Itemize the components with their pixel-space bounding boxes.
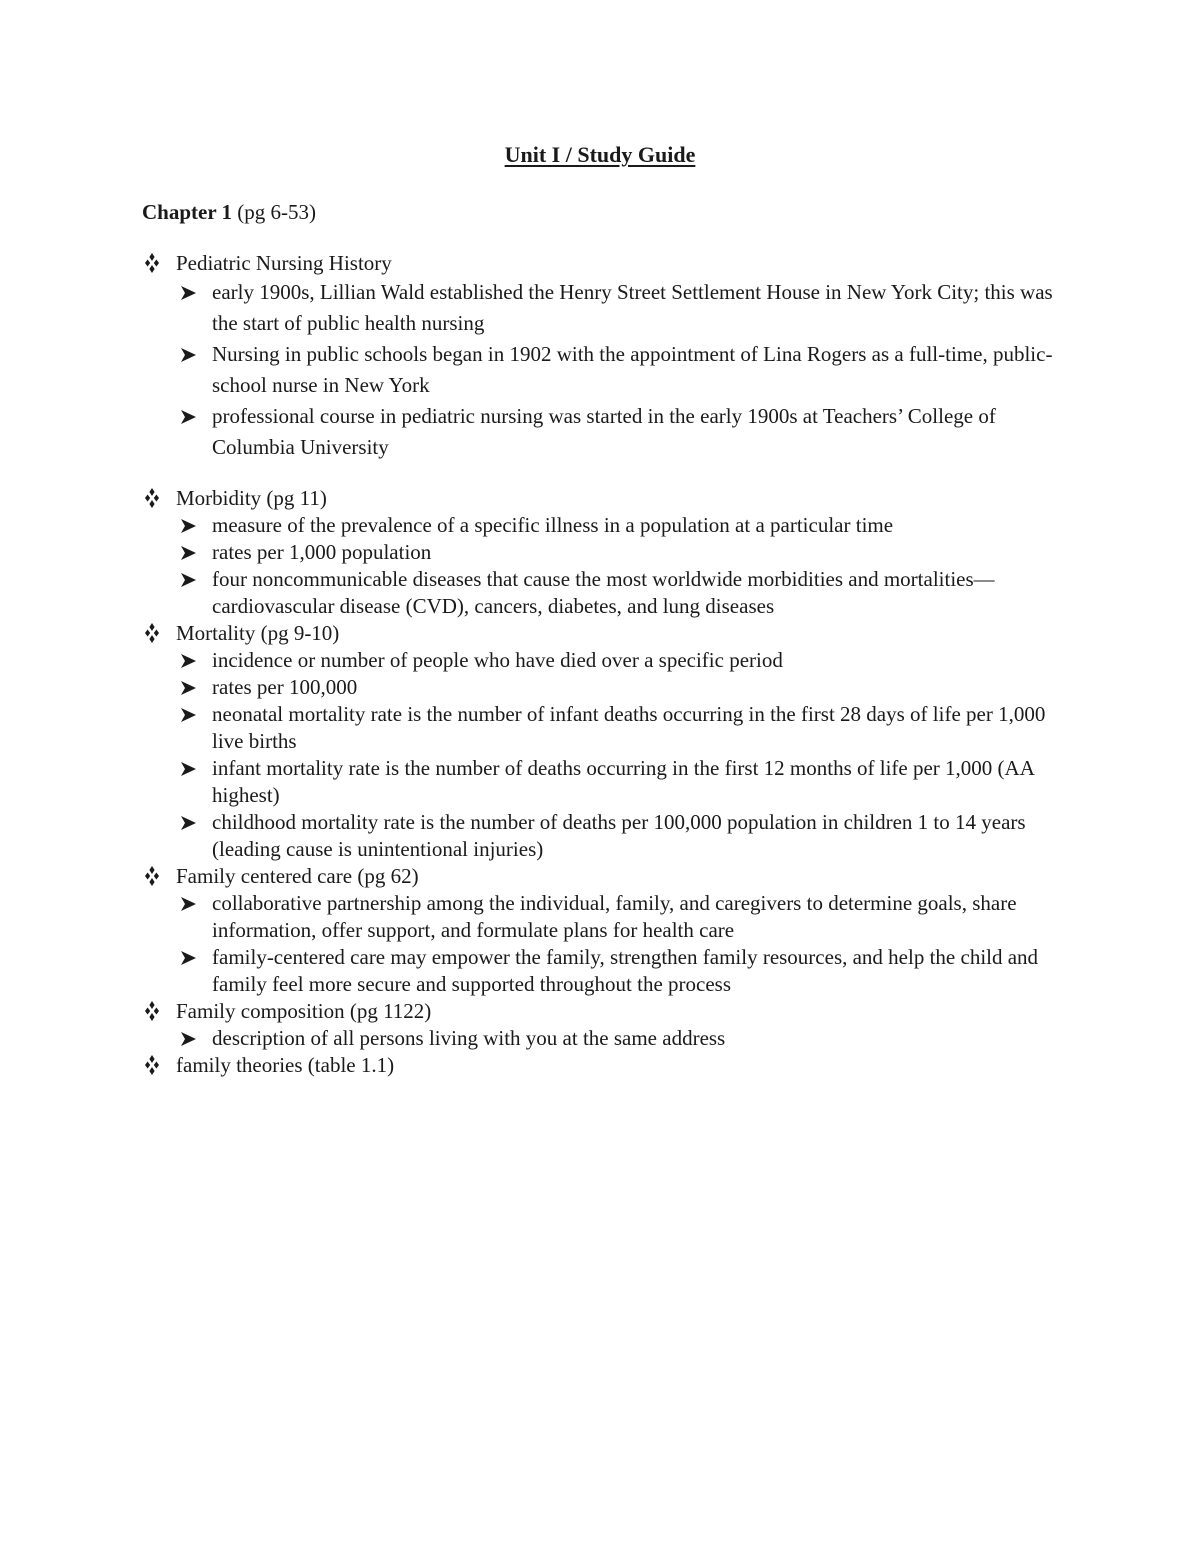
- list-item: [142, 512, 1062, 539]
- topic-item-list: [142, 890, 1062, 998]
- topic-heading: Pediatric Nursing History: [176, 251, 392, 275]
- chapter-heading: [142, 200, 316, 225]
- topic-pediatric-nursing-history: [142, 250, 1062, 463]
- list-item-text: Nursing in public schools began in 1902 with the appointment of Lina Rogers as a full-time, public-school nurse in New York: [212, 342, 1053, 397]
- list-item: [142, 566, 1062, 620]
- four-diamond-icon: [142, 252, 162, 274]
- arrowhead-icon: [180, 654, 197, 668]
- arrowhead-icon: [180, 573, 197, 587]
- list-item: [142, 674, 1062, 701]
- list-item-text: rates per 1,000 population: [212, 540, 432, 564]
- four-diamond-icon: [142, 865, 162, 887]
- list-item: [142, 755, 1062, 809]
- list-item: [142, 890, 1062, 944]
- topic-morbidity: [142, 485, 1062, 620]
- chapter-pages: (pg 6-53): [232, 200, 317, 224]
- list-item: [142, 277, 1062, 339]
- arrowhead-icon: [180, 410, 197, 424]
- list-item: [142, 401, 1062, 463]
- topic-item-list: [142, 647, 1062, 863]
- arrowhead-icon: [180, 348, 197, 362]
- arrowhead-icon: [180, 546, 197, 560]
- topic-item-list: [142, 512, 1062, 620]
- four-diamond-icon: [142, 487, 162, 509]
- list-item-text: measure of the prevalence of a specific illness in a population at a particular time: [212, 513, 894, 537]
- list-item-text: neonatal mortality rate is the number of infant deaths occurring in the first 28 days of life per 1,000 live births: [212, 702, 1046, 753]
- arrowhead-icon: [180, 816, 197, 830]
- topic-item-list: [142, 277, 1062, 463]
- arrowhead-icon: [180, 762, 197, 776]
- topic-family-centered-care: [142, 863, 1062, 998]
- topic-heading: Mortality (pg 9-10): [176, 621, 340, 645]
- list-item: [142, 539, 1062, 566]
- four-diamond-icon: [142, 622, 162, 644]
- list-item-text: four noncommunicable diseases that cause the most worldwide morbidities and mortalities—cardiovascular disease (CVD), cancers, diabetes, and lung diseases: [212, 567, 995, 618]
- list-item-text: infant mortality rate is the number of deaths occurring in the first 12 months of life per 1,000 (AA highest): [212, 756, 1034, 807]
- list-item: [142, 701, 1062, 755]
- list-item: [142, 339, 1062, 401]
- list-item-text: rates per 100,000: [212, 675, 358, 699]
- list-item-text: incidence or number of people who have died over a specific period: [212, 648, 783, 672]
- topic-item-list: [142, 1025, 1062, 1052]
- list-item-text: early 1900s, Lillian Wald established the Henry Street Settlement House in New York City; this was the start of public health nursing: [212, 280, 1053, 335]
- list-item-text: childhood mortality rate is the number of deaths per 100,000 population in children 1 to 14 years (leading cause is unintentional injuries): [212, 810, 1026, 861]
- list-item: [142, 647, 1062, 674]
- topic-family-theories: [142, 1052, 1062, 1079]
- topic-mortality: [142, 620, 1062, 863]
- page-title: Unit I / Study Guide: [504, 142, 696, 167]
- list-item: [142, 1025, 1062, 1052]
- outline: [142, 250, 1062, 1079]
- arrowhead-icon: [180, 897, 197, 911]
- topic-heading: family theories (table 1.1): [176, 1053, 395, 1077]
- list-item-text: family-centered care may empower the family, strengthen family resources, and help the child and family feel more secure and supported throughout the process: [212, 945, 1039, 996]
- arrowhead-icon: [180, 1032, 197, 1046]
- list-item-text: professional course in pediatric nursing was started in the early 1900s at Teachers’ College of Columbia University: [212, 404, 996, 459]
- arrowhead-icon: [180, 286, 197, 300]
- arrowhead-icon: [180, 681, 197, 695]
- arrowhead-icon: [180, 519, 197, 533]
- list-item-text: description of all persons living with you at the same address: [212, 1026, 726, 1050]
- list-item: [142, 809, 1062, 863]
- arrowhead-icon: [180, 951, 197, 965]
- topic-heading: Morbidity (pg 11): [176, 486, 327, 510]
- topic-heading: Family centered care (pg 62): [176, 864, 419, 888]
- arrowhead-icon: [180, 708, 197, 722]
- topic-heading: Family composition (pg 1122): [176, 999, 432, 1023]
- four-diamond-icon: [142, 1054, 162, 1076]
- list-item-text: collaborative partnership among the individual, family, and caregivers to determine goals, share information, offer support, and formulate plans for health care: [212, 891, 1017, 942]
- list-item: [142, 944, 1062, 998]
- four-diamond-icon: [142, 1000, 162, 1022]
- chapter-label: Chapter 1: [142, 200, 233, 224]
- topic-family-composition: [142, 998, 1062, 1052]
